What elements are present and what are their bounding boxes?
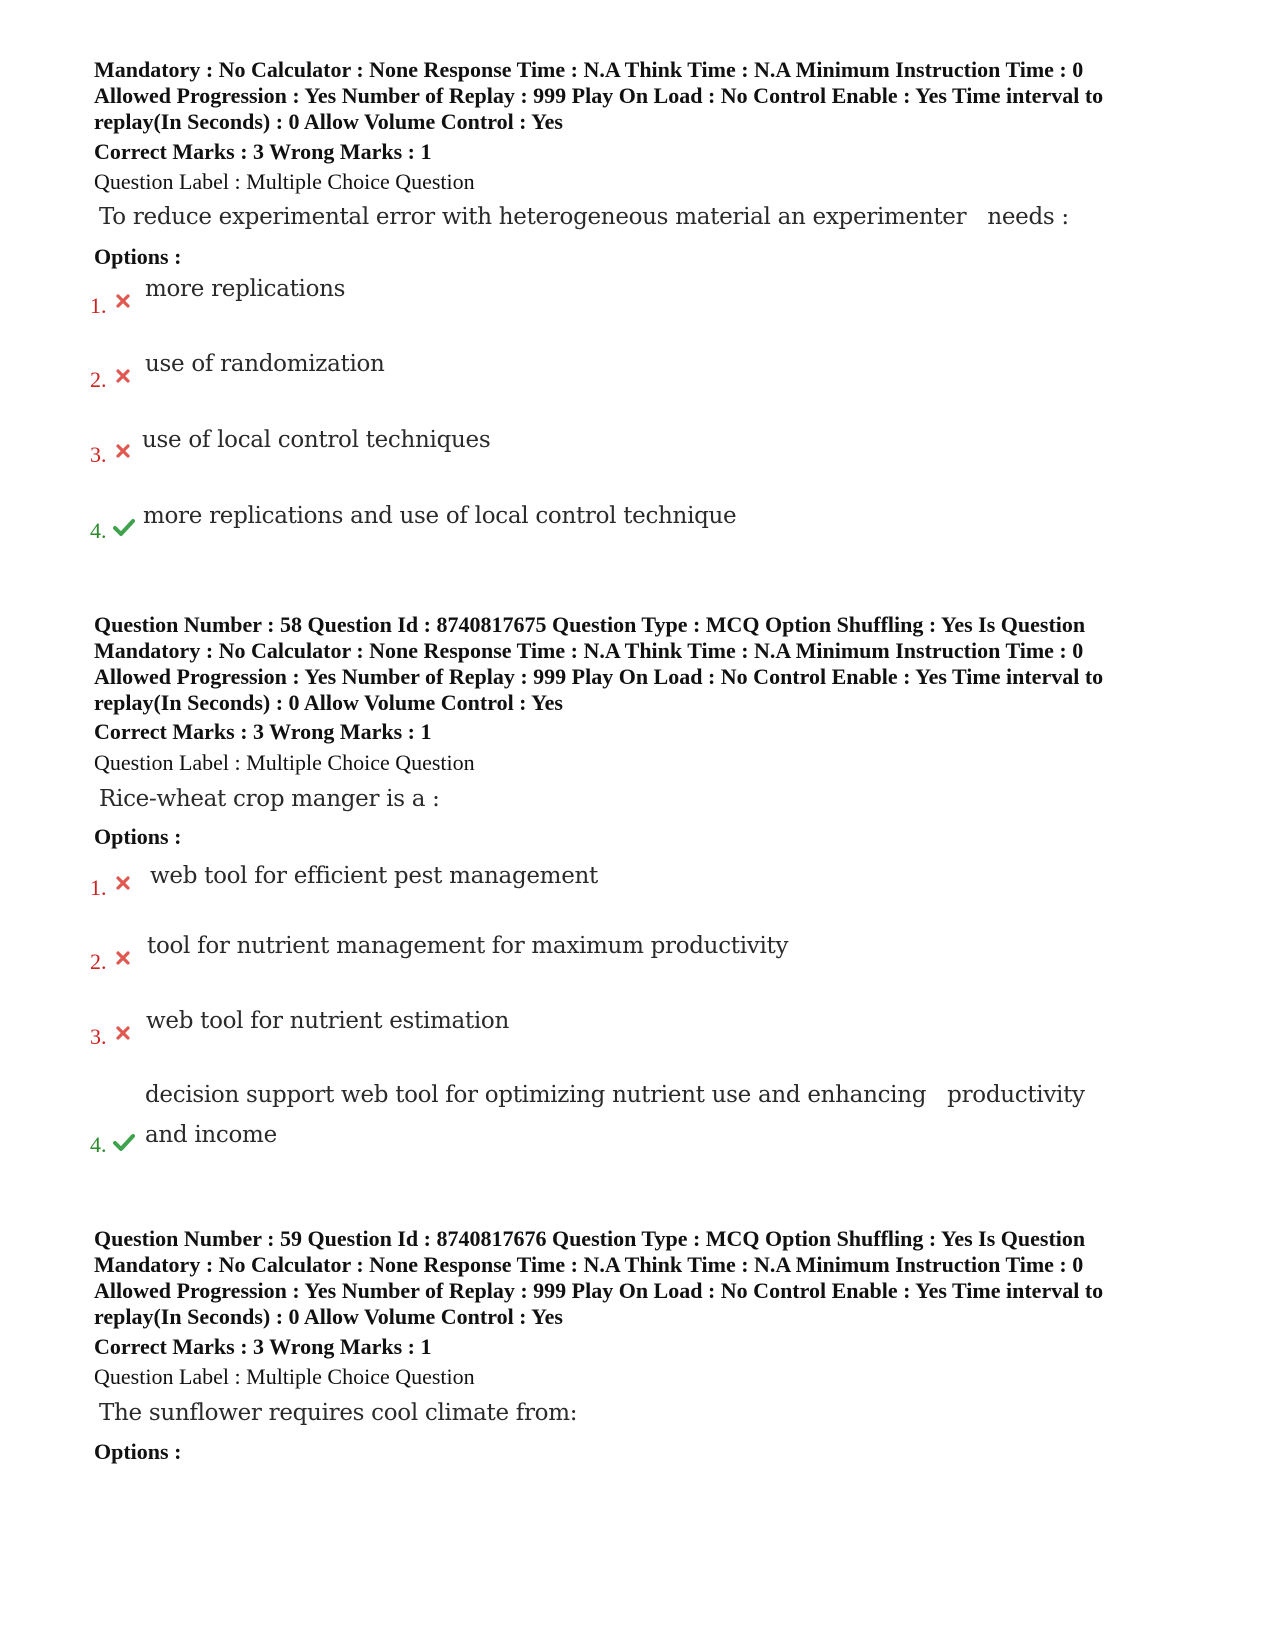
metadata-line: Mandatory : No Calculator : None Response Time : N.A Think Time : N.A Minimum Instruction Time : 0 — [94, 57, 1084, 82]
metadata-line: replay(In Seconds) : 0 Allow Volume Control : Yes — [94, 690, 563, 715]
option-number: 2. — [90, 949, 107, 974]
wrong-icon — [115, 443, 131, 459]
metadata-line: replay(In Seconds) : 0 Allow Volume Control : Yes — [94, 1304, 563, 1329]
options-heading: Options : — [94, 244, 182, 269]
option-text: and income — [145, 1122, 277, 1148]
question-text: To reduce experimental error with heterogeneous material an experimenter needs : — [99, 204, 1069, 230]
wrong-icon — [115, 368, 131, 384]
wrong-icon — [115, 293, 131, 309]
option-text: web tool for efficient pest management — [150, 863, 598, 889]
question-text: Rice-wheat crop manger is a : — [99, 786, 440, 812]
metadata-line: Mandatory : No Calculator : None Response Time : N.A Think Time : N.A Minimum Instruction Time : 0 — [94, 638, 1084, 663]
marks-info: Correct Marks : 3 Wrong Marks : 1 — [94, 139, 432, 164]
question-label: Question Label : Multiple Choice Question — [94, 750, 475, 775]
wrong-icon — [115, 875, 131, 891]
question-label: Question Label : Multiple Choice Question — [94, 1364, 475, 1389]
question-label: Question Label : Multiple Choice Question — [94, 169, 475, 194]
option-number: 4. — [90, 1132, 107, 1157]
option-number: 1. — [90, 875, 107, 900]
metadata-line: Allowed Progression : Yes Number of Replay : 999 Play On Load : No Control Enable : Yes Time interval to — [94, 664, 1104, 689]
option-number: 2. — [90, 367, 107, 392]
wrong-icon — [115, 950, 131, 966]
option-text: use of local control techniques — [142, 427, 491, 453]
option-text: more replications and use of local control technique — [143, 503, 737, 529]
metadata-line: Question Number : 58 Question Id : 8740817675 Question Type : MCQ Option Shuffling : Yes Is Question — [94, 612, 1086, 637]
question-metadata — [94, 612, 1204, 716]
metadata-line: replay(In Seconds) : 0 Allow Volume Control : Yes — [94, 109, 563, 134]
option-text: web tool for nutrient estimation — [146, 1008, 509, 1034]
check-icon — [113, 518, 135, 541]
metadata-line: Allowed Progression : Yes Number of Replay : 999 Play On Load : No Control Enable : Yes Time interval to — [94, 83, 1104, 108]
option-text: use of randomization — [145, 351, 385, 377]
marks-info: Correct Marks : 3 Wrong Marks : 1 — [94, 719, 432, 744]
option-text: tool for nutrient management for maximum productivity — [147, 933, 789, 959]
option-number: 4. — [90, 518, 107, 543]
question-text: The sunflower requires cool climate from: — [99, 1400, 578, 1426]
question-metadata — [94, 1226, 1204, 1330]
options-heading: Options : — [94, 1439, 182, 1464]
marks-info: Correct Marks : 3 Wrong Marks : 1 — [94, 1334, 432, 1359]
question-metadata — [94, 57, 1204, 135]
metadata-line: Mandatory : No Calculator : None Response Time : N.A Think Time : N.A Minimum Instruction Time : 0 — [94, 1252, 1084, 1277]
options-heading: Options : — [94, 824, 182, 849]
metadata-line: Allowed Progression : Yes Number of Replay : 999 Play On Load : No Control Enable : Yes Time interval to — [94, 1278, 1104, 1303]
option-text: decision support web tool for optimizing nutrient use and enhancing productivity — [145, 1082, 1085, 1108]
option-text: more replications — [145, 276, 346, 302]
wrong-icon — [115, 1025, 131, 1041]
option-number: 1. — [90, 293, 107, 318]
metadata-line: Question Number : 59 Question Id : 8740817676 Question Type : MCQ Option Shuffling : Yes Is Question — [94, 1226, 1086, 1251]
option-number: 3. — [90, 442, 107, 467]
option-number: 3. — [90, 1024, 107, 1049]
check-icon — [113, 1133, 135, 1156]
